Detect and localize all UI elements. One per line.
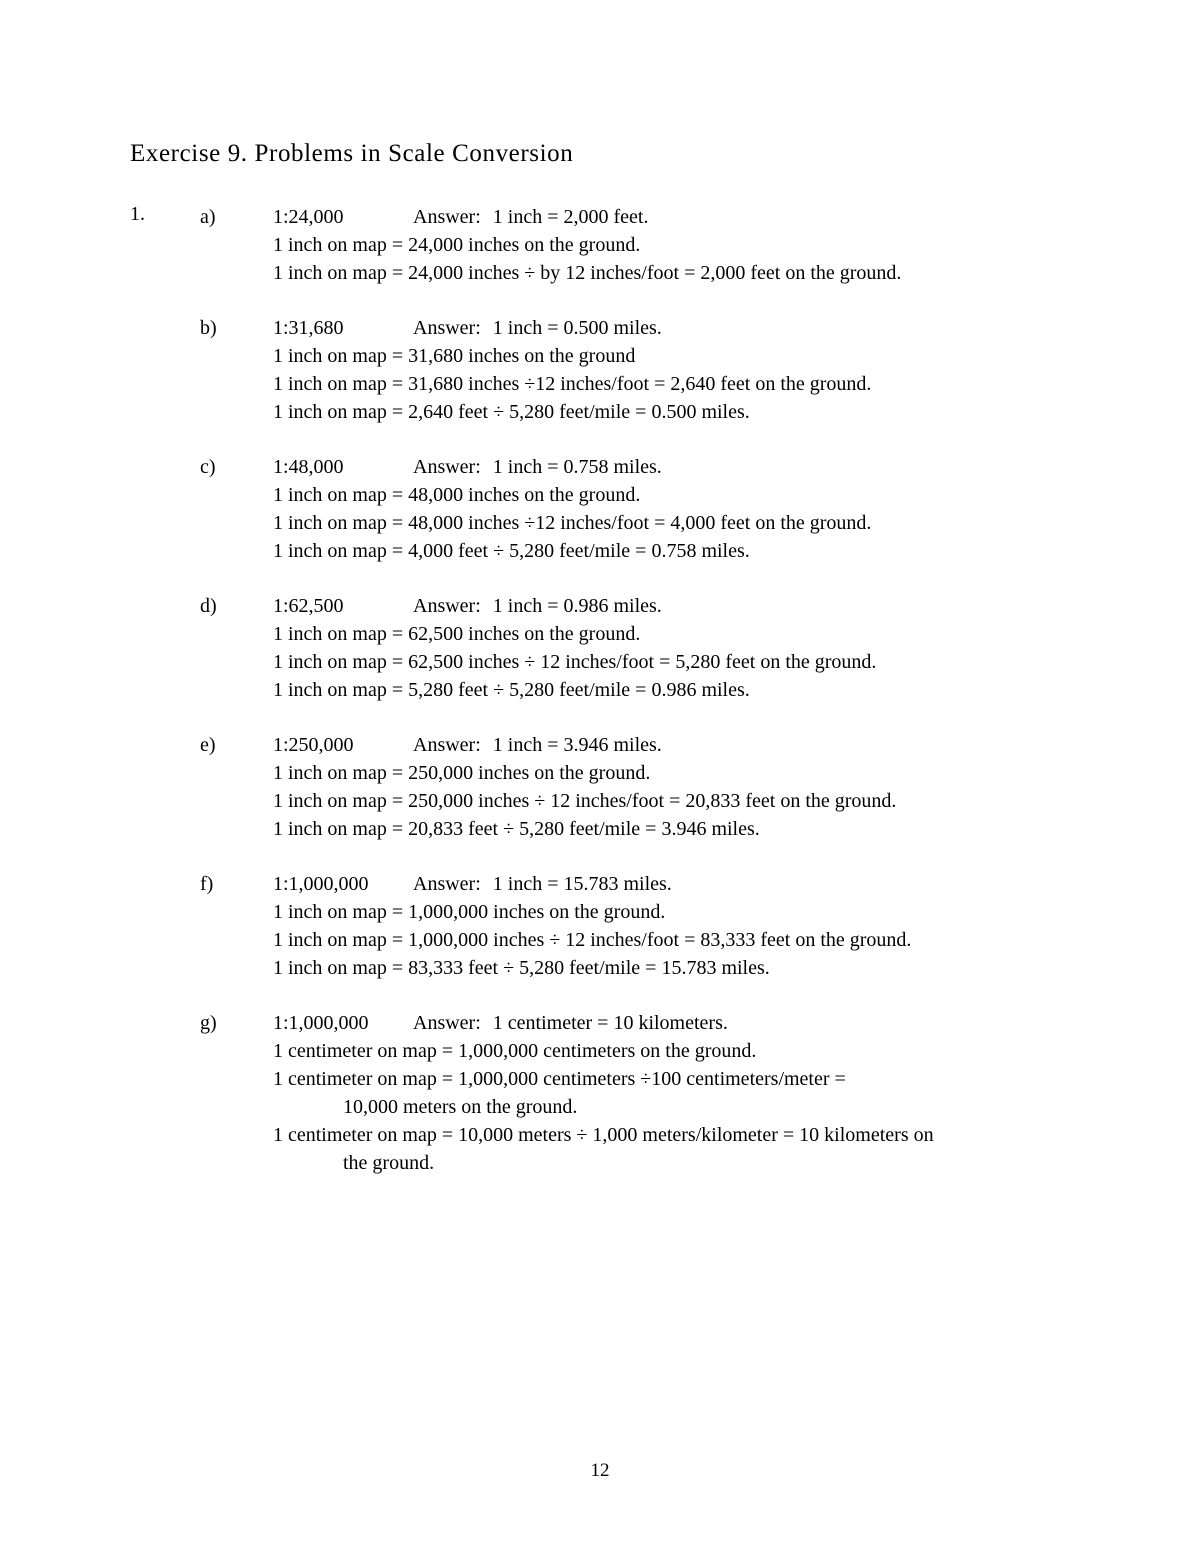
answer-value: 1 inch = 0.986 miles. [492,595,662,617]
answer-label: Answer: [413,873,481,895]
scale-ratio: 1:48,000 [273,456,344,478]
answer-label: Answer: [413,595,481,617]
answer-value: 1 inch = 15.783 miles. [492,873,672,895]
scale-ratio: 1:24,000 [273,206,344,228]
part-header [273,314,1103,342]
calculation-step: 1 inch on map = 24,000 inches ÷ by 12 inches/foot = 2,000 feet on the ground. [273,262,902,284]
calculation-step: 1 centimeter on map = 10,000 meters ÷ 1,000 meters/kilometer = 10 kilometers on [273,1124,934,1146]
exercise-number: 1. [130,203,145,225]
calculation-step: 1 inch on map = 83,333 feet ÷ 5,280 feet/mile = 15.783 miles. [273,957,770,979]
calculation-step: 1 inch on map = 250,000 inches ÷ 12 inches/foot = 20,833 feet on the ground. [273,790,897,812]
scale-ratio: 1:1,000,000 [273,1012,369,1034]
answer-value: 1 centimeter = 10 kilometers. [492,1012,728,1034]
calculation-step: 1 inch on map = 31,680 inches on the ground [273,345,636,367]
part-header [273,731,1103,759]
part-letter: e) [200,734,216,756]
part-letter: d) [200,595,217,617]
calculation-step: 1 inch on map = 24,000 inches on the ground. [273,234,641,256]
part-header [273,203,1103,231]
part-header [273,870,1103,898]
answer-value: 1 inch = 0.500 miles. [492,317,662,339]
calculation-step: 1 inch on map = 62,500 inches on the ground. [273,623,641,645]
calculation-step: 1 inch on map = 1,000,000 inches on the ground. [273,901,666,923]
answer-label: Answer: [413,317,481,339]
part-letter: c) [200,456,216,478]
calculation-step: 1 inch on map = 31,680 inches ÷12 inches/foot = 2,640 feet on the ground. [273,373,872,395]
calculation-step-continuation: 10,000 meters on the ground. [343,1096,578,1118]
part-letter: f) [200,873,214,895]
calculation-step: 1 inch on map = 5,280 feet ÷ 5,280 feet/mile = 0.986 miles. [273,679,750,701]
scale-ratio: 1:250,000 [273,734,354,756]
scale-ratio: 1:62,500 [273,595,344,617]
part-letter: a) [200,206,216,228]
part-body [273,1009,1103,1177]
part-body [273,592,1103,704]
calculation-step: 1 inch on map = 62,500 inches ÷ 12 inches/foot = 5,280 feet on the ground. [273,651,877,673]
calculation-step-continuation: the ground. [343,1152,435,1174]
calculation-step: 1 inch on map = 20,833 feet ÷ 5,280 feet/mile = 3.946 miles. [273,818,760,840]
answer-label: Answer: [413,734,481,756]
part-body [273,203,1103,287]
part-header [273,453,1103,481]
calculation-step: 1 inch on map = 4,000 feet ÷ 5,280 feet/mile = 0.758 miles. [273,540,750,562]
calculation-step: 1 inch on map = 48,000 inches on the ground. [273,484,641,506]
part-body [273,314,1103,426]
part-header [273,592,1103,620]
scale-ratio: 1:31,680 [273,317,344,339]
calculation-step: 1 inch on map = 48,000 inches ÷12 inches/foot = 4,000 feet on the ground. [273,512,872,534]
answer-value: 1 inch = 0.758 miles. [492,456,662,478]
calculation-step: 1 centimeter on map = 1,000,000 centimeters ÷100 centimeters/meter = [273,1068,846,1090]
answer-label: Answer: [413,206,481,228]
answer-value: 1 inch = 2,000 feet. [492,206,649,228]
calculation-step: 1 centimeter on map = 1,000,000 centimeters on the ground. [273,1040,757,1062]
answer-value: 1 inch = 3.946 miles. [492,734,662,756]
page-number: 12 [590,1460,610,1481]
answer-label: Answer: [413,456,481,478]
part-body [273,453,1103,565]
calculation-step: 1 inch on map = 1,000,000 inches ÷ 12 inches/foot = 83,333 feet on the ground. [273,929,912,951]
scale-ratio: 1:1,000,000 [273,873,369,895]
page-title: Exercise 9. Problems in Scale Conversion [130,140,574,167]
calculation-step: 1 inch on map = 2,640 feet ÷ 5,280 feet/mile = 0.500 miles. [273,401,750,423]
part-body [273,731,1103,843]
part-letter: g) [200,1012,217,1034]
part-body [273,870,1103,982]
part-letter: b) [200,317,217,339]
part-header [273,1009,1103,1037]
answer-label: Answer: [413,1012,481,1034]
calculation-step: 1 inch on map = 250,000 inches on the ground. [273,762,651,784]
